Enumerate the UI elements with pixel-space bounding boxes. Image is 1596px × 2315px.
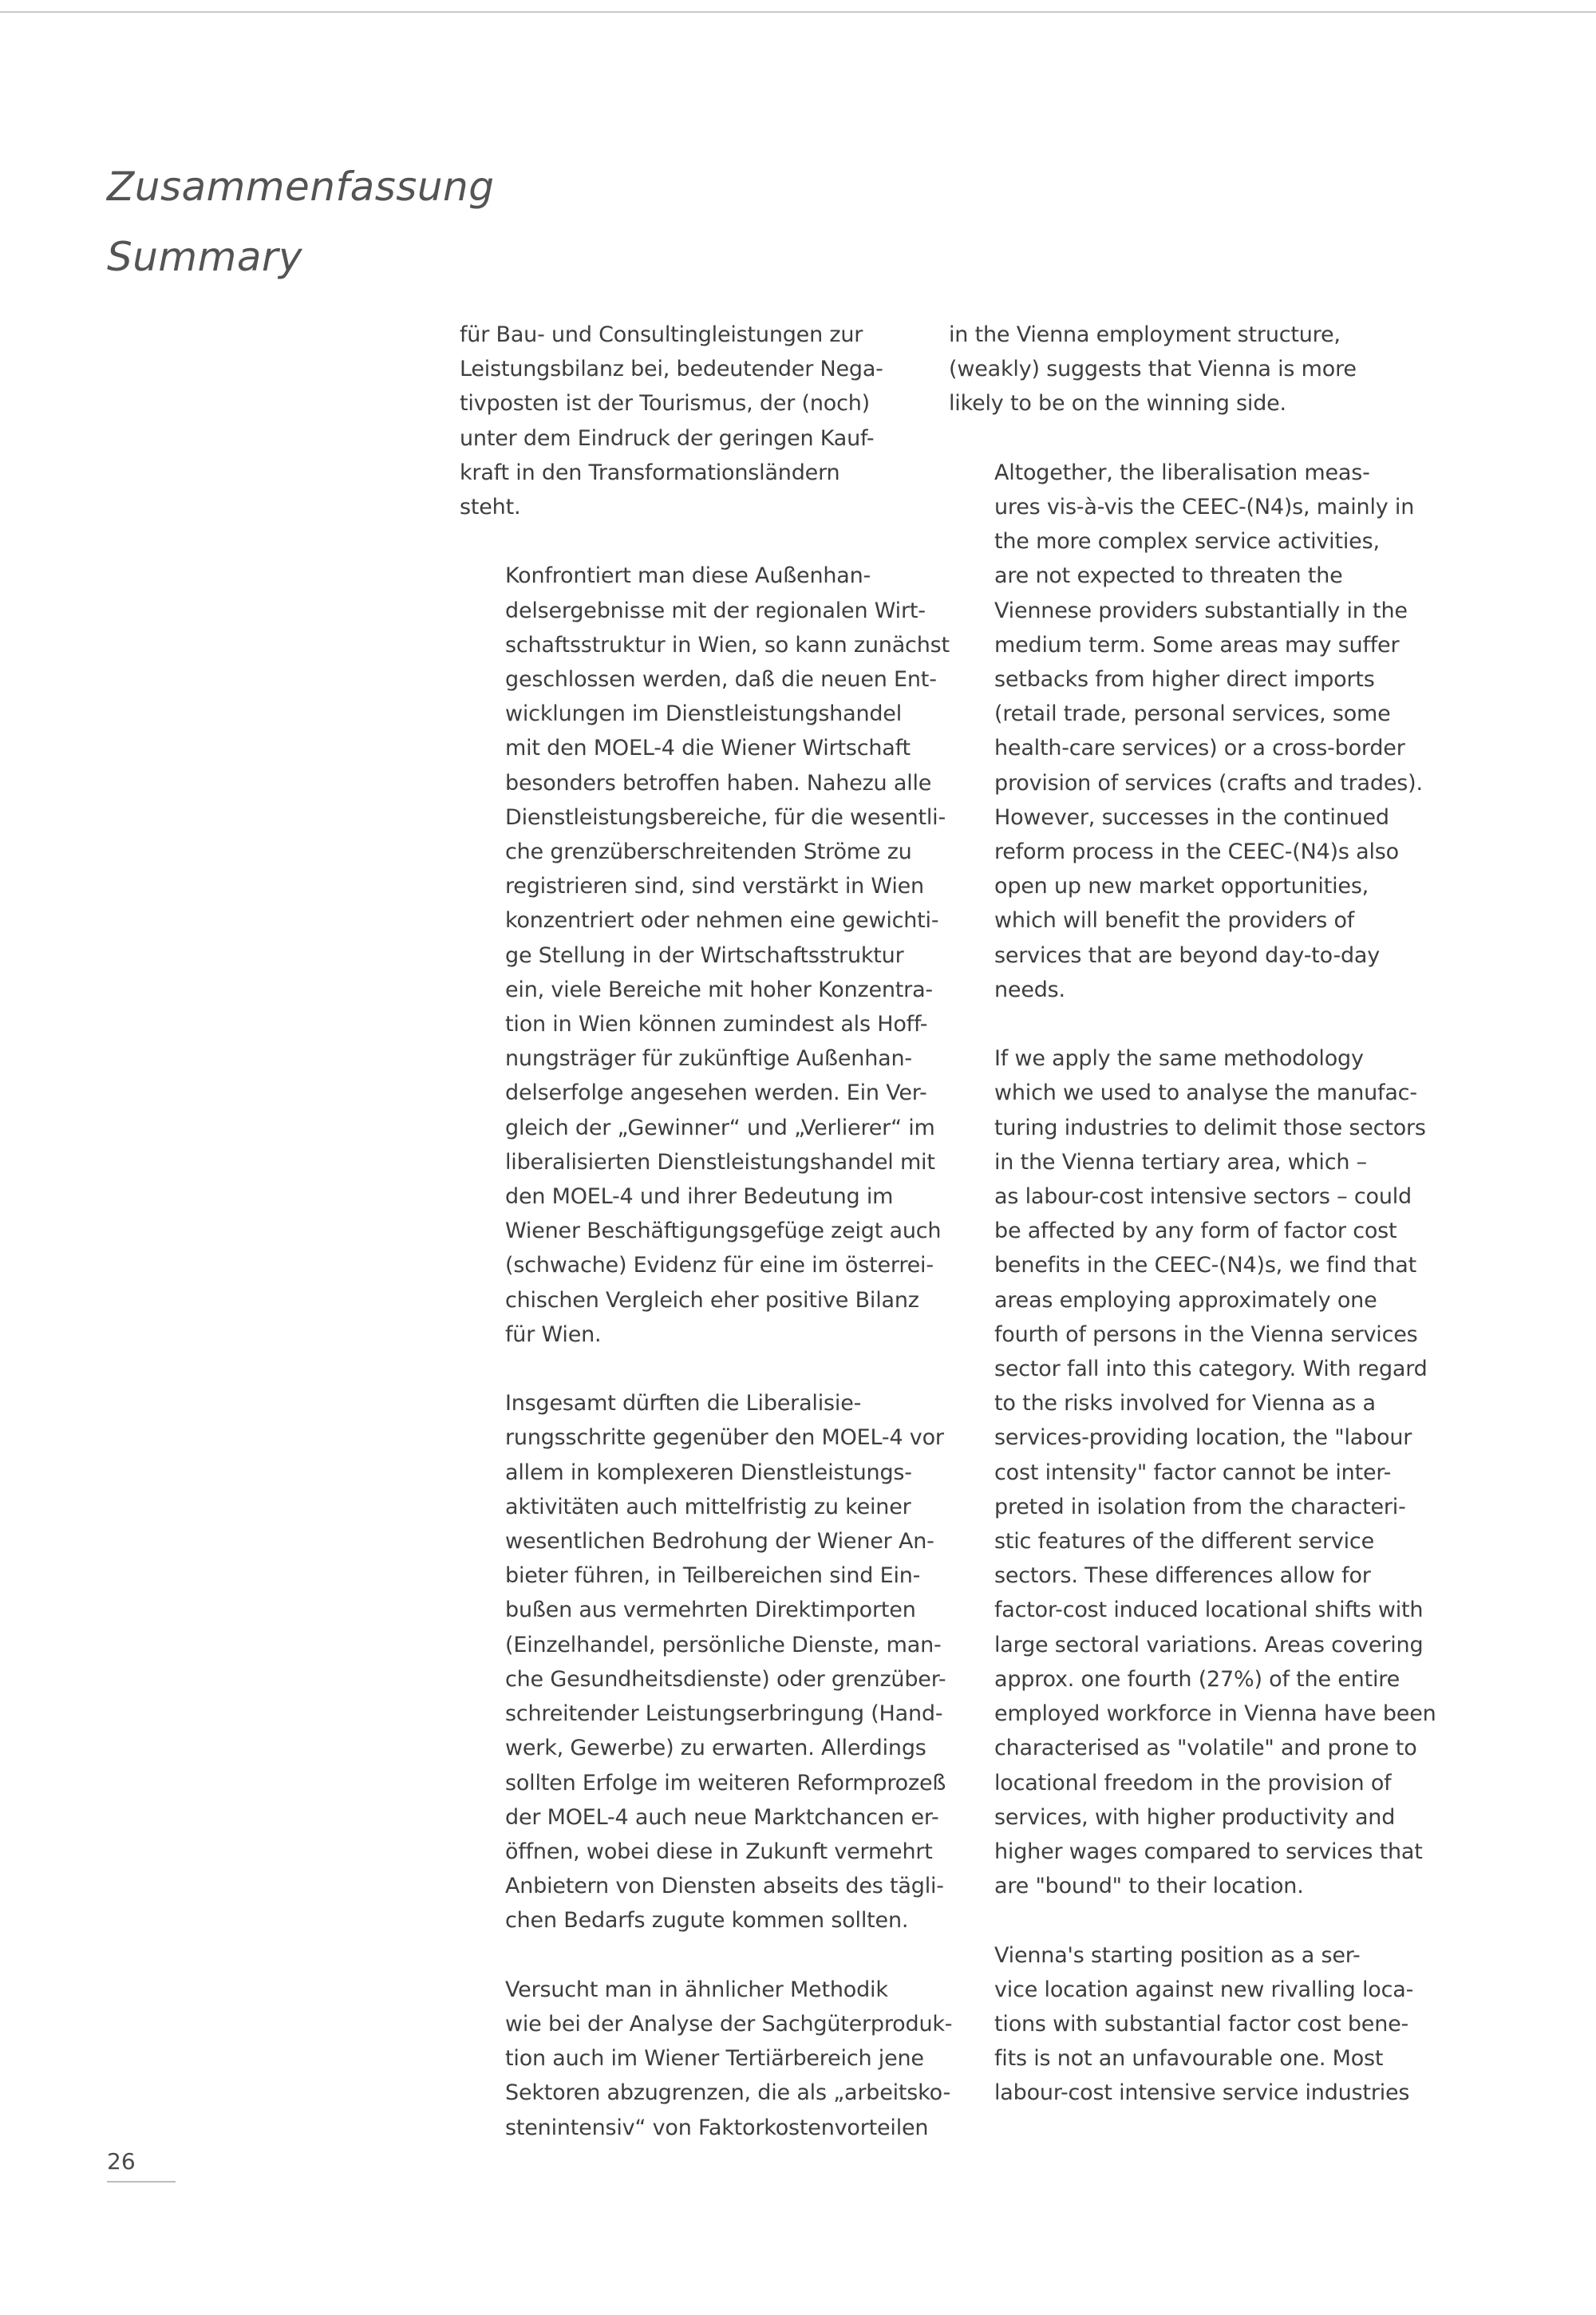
text-line: liberalisierten Dienstleistungshandel mit xyxy=(505,1149,935,1175)
text-line: Insgesamt dürften die Liberalisie- xyxy=(505,1391,862,1416)
text-line: labour-cost intensive service industries xyxy=(994,2080,1410,2106)
text-line: öffnen, wobei diese in Zukunft vermehrt xyxy=(505,1839,933,1864)
text-line: preted in isolation from the characteri- xyxy=(994,1494,1406,1519)
text-line: Dienstleistungsbereiche, für die wesentli- xyxy=(505,804,946,830)
text-line: reform process in the CEEC-(N4)s also xyxy=(994,839,1399,865)
text-line: schreitender Leistungserbringung (Hand- xyxy=(505,1701,943,1727)
text-line: allem in komplexeren Dienstleistungs- xyxy=(505,1460,912,1485)
text-line: which will benefit the providers of xyxy=(994,908,1355,934)
text-line: bieter führen, in Teilbereichen sind Ein- xyxy=(505,1563,921,1589)
text-line: delsergebnisse mit der regionalen Wirt- xyxy=(505,598,926,623)
text-line: der MOEL-4 auch neue Marktchancen er- xyxy=(505,1804,939,1830)
paragraph xyxy=(949,1938,1414,2111)
text-line: Vienna's starting position as a ser- xyxy=(994,1942,1361,1968)
text-line: aktivitäten auch mittelfristig zu keiner xyxy=(505,1494,911,1519)
text-line: steht. xyxy=(460,495,521,520)
text-line: approx. one fourth (27%) of the entire xyxy=(994,1666,1400,1692)
left-column-german-text xyxy=(460,318,953,2179)
heading-english: Summary xyxy=(107,234,303,280)
text-line: unter dem Eindruck der geringen Kauf- xyxy=(460,425,875,451)
text-line: higher wages compared to services that xyxy=(994,1839,1423,1864)
text-line: in the Vienna employment structure, xyxy=(949,322,1341,347)
text-line: sectors. These differences allow for xyxy=(994,1563,1371,1589)
page-number-rule xyxy=(107,2181,176,2183)
text-line: in the Vienna tertiary area, which – xyxy=(994,1149,1367,1175)
page-number: 26 xyxy=(107,2148,136,2175)
text-line: factor-cost induced locational shifts with xyxy=(994,1598,1424,1623)
text-line: stenintensiv“ von Faktorkostenvorteilen xyxy=(505,2115,929,2140)
text-line: che grenzüberschreitenden Ströme zu xyxy=(505,839,912,865)
text-line: Viennese providers substantially in the xyxy=(994,598,1408,623)
text-line: medium term. Some areas may suffer xyxy=(994,632,1400,658)
text-line: locational freedom in the provision of xyxy=(994,1770,1392,1796)
text-line: schaftsstruktur in Wien, so kann zunächst xyxy=(505,632,950,658)
text-line: be affected by any form of factor cost xyxy=(994,1219,1397,1244)
text-line: kraft in den Transformationsländern xyxy=(460,460,840,485)
text-line: (weakly) suggests that Vienna is more xyxy=(949,357,1357,382)
text-line: registrieren sind, sind verstärkt in Wien xyxy=(505,874,924,899)
text-line: chen Bedarfs zugute kommen sollten. xyxy=(505,1908,909,1934)
text-line: für Wien. xyxy=(505,1321,602,1347)
text-line: ures vis-à-vis the CEEC-(N4)s, mainly in xyxy=(994,495,1415,519)
text-line: fourth of persons in the Vienna services xyxy=(994,1321,1418,1347)
text-line: für Bau- und Consultingleistungen zur xyxy=(460,322,863,347)
text-line: are "bound" to their location. xyxy=(994,1874,1304,1899)
text-line: mit den MOEL-4 die Wiener Wirtschaft xyxy=(505,736,911,761)
text-line: cost intensity" factor cannot be inter- xyxy=(994,1460,1392,1485)
text-line: sollten Erfolge im weiteren Reformprozeß xyxy=(505,1770,946,1796)
text-line: Anbietern von Diensten abseits des tägli- xyxy=(505,1874,944,1899)
paragraph xyxy=(460,1973,953,2145)
heading-german: Zusammenfassung xyxy=(107,164,495,210)
text-line: fits is not an unfavourable one. Most xyxy=(994,2046,1384,2072)
text-line: services, with higher productivity and xyxy=(994,1804,1396,1830)
text-line: werk, Gewerbe) zu erwarten. Allerdings xyxy=(505,1736,926,1761)
text-line: If we apply the same methodology xyxy=(994,1046,1364,1072)
text-line: delserfolge angesehen werden. Ein Ver- xyxy=(505,1080,927,1106)
text-line: provision of services (crafts and trades). xyxy=(994,770,1423,796)
text-line: tion in Wien können zumindest als Hoff- xyxy=(505,1012,928,1037)
text-line: ge Stellung in der Wirtschaftsstruktur xyxy=(505,942,904,968)
text-line: are not expected to threaten the xyxy=(994,563,1343,589)
text-line: services that are beyond day-to-day xyxy=(994,942,1381,968)
text-line: wicklungen im Dienstleistungshandel xyxy=(505,701,903,727)
text-line: (retail trade, personal services, some xyxy=(994,701,1391,727)
text-line: needs. xyxy=(994,977,1065,1002)
text-line: as labour-cost intensive sectors – could xyxy=(994,1184,1412,1210)
text-line: areas employing approximately one xyxy=(994,1287,1377,1313)
text-line: nungsträger für zukünftige Außenhan- xyxy=(505,1046,912,1072)
top-rule xyxy=(0,11,1596,13)
text-line: geschlossen werden, daß die neuen Ent- xyxy=(505,667,937,693)
paragraph xyxy=(460,1386,946,1938)
text-line: the more complex service activities, xyxy=(994,529,1380,555)
text-line: chischen Vergleich eher positive Bilanz xyxy=(505,1287,919,1313)
paragraph xyxy=(460,318,915,524)
text-line: services-providing location, the "labour xyxy=(994,1425,1412,1451)
text-line: (schwache) Evidenz für eine im österrei- xyxy=(505,1253,934,1278)
text-line: stic features of the different service xyxy=(994,1529,1374,1555)
text-line: konzentriert oder nehmen eine gewichti- xyxy=(505,908,939,934)
text-line: characterised as "volatile" and prone to xyxy=(994,1736,1417,1761)
text-line: che Gesundheitsdienste) oder grenzüber- xyxy=(505,1666,946,1692)
text-line: Sektoren abzugrenzen, die als „arbeitsko- xyxy=(505,2080,951,2106)
text-line: Altogether, the liberalisation meas- xyxy=(994,460,1370,485)
text-line: turing industries to delimit those sectors xyxy=(994,1115,1426,1140)
text-line: wesentlichen Bedrohung der Wiener An- xyxy=(505,1529,934,1555)
text-line: health-care services) or a cross-border xyxy=(994,736,1405,761)
text-line: which we used to analyse the manufac- xyxy=(994,1080,1417,1106)
text-line: tivposten ist der Tourismus, der (noch) xyxy=(460,391,870,417)
text-line: gleich der „Gewinner“ und „Verlierer“ im xyxy=(505,1115,935,1140)
right-column-english-text xyxy=(949,318,1436,2145)
text-line: employed workforce in Vienna have been xyxy=(994,1701,1436,1727)
paragraph xyxy=(949,456,1423,1007)
text-line: wie bei der Analyse der Sachgüterproduk- xyxy=(505,2011,953,2036)
text-line: likely to be on the winning side. xyxy=(949,391,1286,417)
text-line: Leistungsbilanz bei, bedeutender Nega- xyxy=(460,357,883,382)
text-line: to the risks involved for Vienna as a xyxy=(994,1391,1376,1416)
section-heading xyxy=(107,152,494,292)
text-line: Konfrontiert man diese Außenhan- xyxy=(505,563,871,589)
text-line: sector fall into this category. With regard xyxy=(994,1357,1428,1382)
text-line: benefits in the CEEC-(N4)s, we find that xyxy=(994,1253,1416,1278)
text-line: open up new market opportunities, xyxy=(994,874,1369,899)
text-line: den MOEL-4 und ihrer Bedeutung im xyxy=(505,1184,894,1210)
text-line: ein, viele Bereiche mit hoher Konzentra- xyxy=(505,977,933,1002)
text-line: Wiener Beschäftigungsgefüge zeigt auch xyxy=(505,1219,942,1244)
text-line: (Einzelhandel, persönliche Dienste, man- xyxy=(505,1632,942,1657)
paragraph xyxy=(949,1041,1436,1903)
text-line: rungsschritte gegenüber den MOEL-4 vor xyxy=(505,1425,944,1451)
text-line: However, successes in the continued xyxy=(994,804,1389,830)
text-line: setbacks from higher direct imports xyxy=(994,667,1375,693)
text-line: vice location against new rivalling loca- xyxy=(994,1977,1414,2002)
text-line: tion auch im Wiener Tertiärbereich jene xyxy=(505,2046,924,2072)
paragraph xyxy=(460,559,950,1352)
text-line: besonders betroffen haben. Nahezu alle xyxy=(505,770,932,796)
text-line: bußen aus vermehrten Direktimporten xyxy=(505,1598,916,1623)
text-line: Versucht man in ähnlicher Methodik xyxy=(505,1977,888,2002)
text-line: tions with substantial factor cost bene- xyxy=(994,2011,1409,2036)
paragraph xyxy=(949,318,1404,421)
text-line: large sectoral variations. Areas covering xyxy=(994,1632,1424,1657)
